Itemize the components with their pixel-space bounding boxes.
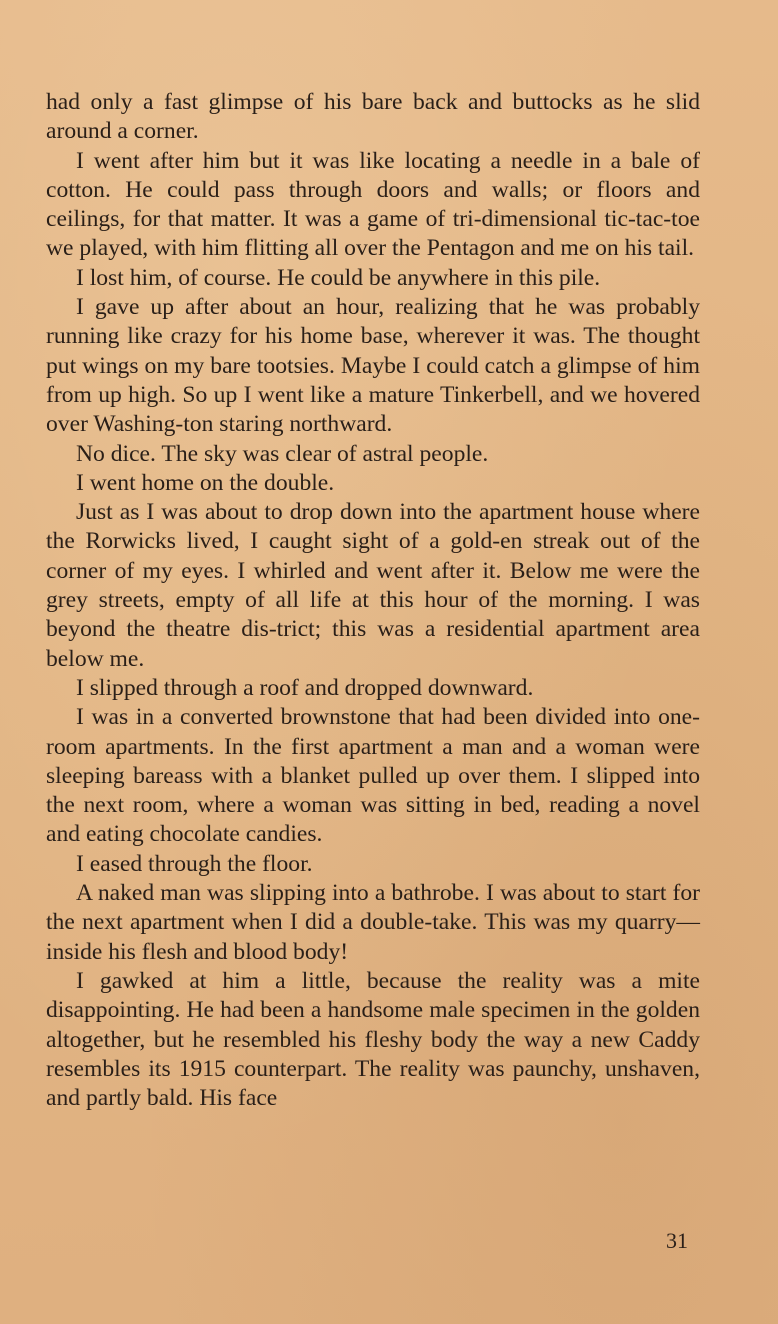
paragraph: I eased through the floor. [76,850,313,877]
paragraph: No dice. The sky was clear of astral people. [76,440,489,467]
paragraph: I slipped through a roof and dropped downward. [76,674,534,701]
paragraph: Just as I was about to drop down into the apartment house where the Rorwicks lived, I caught sight of a gold-en streak out of the corner of my eyes. I whirled and went after it. Below me were the grey streets, empty of all life at this hour of the morning. I was beyond the theatre dis-trict; this was a residential apartment area below me. [46,499,700,672]
paragraph: I lost him, of course. He could be anywhere in this pile. [76,264,601,291]
paragraph: I went after him but it was like locating a needle in a bale of cotton. He could pass through doors and walls; or floors and ceilings, for that matter. It was a game of tri-dimensional tic-tac-toe we played, with him flitting all over the Pentagon and me on his tail. [46,147,700,262]
page-number: 31 [666,1228,688,1253]
paragraph: had only a fast glimpse of his bare back and buttocks as he slid around a corner. [46,89,700,145]
body-text [46,88,700,1113]
paragraph: I gawked at him a little, because the reality was a mite disappointing. He had been a handsome male specimen in the golden altogether, but he resembled his fleshy body the way a new Caddy resembles its 1915 counterpart. The reality was paunchy, unshaven, and partly bald. His face [46,967,700,1112]
paragraph: I was in a converted brownstone that had been divided into one-room apartments. In the first apartment a man and a woman were sleeping bareass with a blanket pulled up over them. I slipped into the next room, where a woman was sitting in bed, reading a novel and eating chocolate candies. [46,704,700,848]
paragraph: I went home on the double. [76,469,335,496]
paragraph: I gave up after about an hour, realizing that he was probably running like crazy for his home base, wherever it was. The thought put wings on my bare tootsies. Maybe I could catch a glimpse of him from up high. So up I went like a mature Tinkerbell, and we hovered over Washing-ton staring northward. [46,294,700,438]
paragraph: A naked man was slipping into a bathrobe. I was about to start for the next apartment when I did a double-take. This was my quarry—inside his flesh and blood body! [46,880,700,965]
